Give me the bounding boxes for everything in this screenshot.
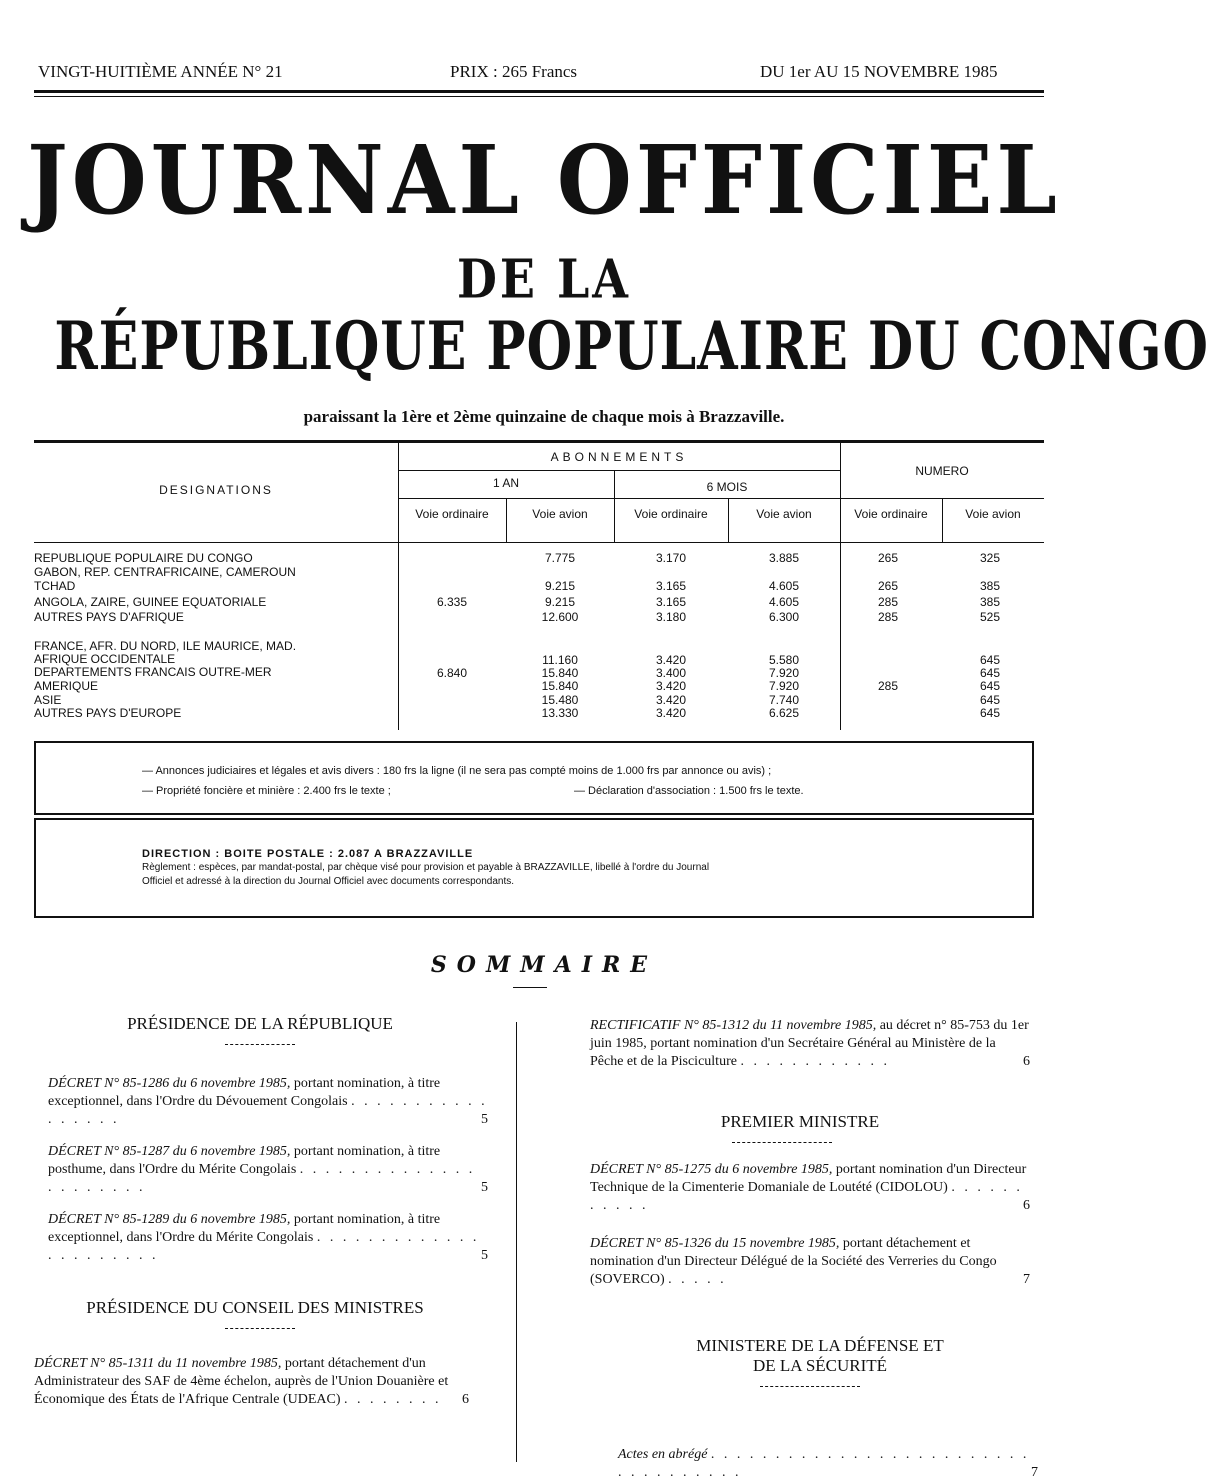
entry-page: 6 (1023, 1198, 1030, 1213)
entry-ref: DÉCRET N° 85-1275 du 6 novembre 1985, (590, 1162, 833, 1177)
cell: 3.400 (655, 666, 687, 680)
section-presidence-conseil: PRÉSIDENCE DU CONSEIL DES MINISTRES (86, 1298, 424, 1317)
column-divider (516, 1022, 517, 1462)
row-label-gabon: GABON, REP. CENTRAFRICAINE, CAMEROUN (34, 565, 296, 579)
entry-text: portant nomination d'un Directeur Technique de la Cimenterie Domaniale de Loutété (CIDOLOU) (590, 1162, 1027, 1195)
cell: 645 (979, 679, 1001, 693)
entry-text: au décret n° 85-753 du 1er juin 1985, portant nomination d'un Secrétaire Général au Ministère de la Pêche et de la Pisciculture (590, 1018, 1029, 1069)
cell: 385 (979, 579, 1001, 593)
entry-page: 6 (1023, 1054, 1030, 1069)
entry-ref: Actes en abrégé (618, 1447, 708, 1462)
row-label-autres-afrique: AUTRES PAYS D'AFRIQUE (34, 610, 184, 624)
cell: 645 (979, 706, 1001, 720)
entry-ref: DÉCRET N° 85-1289 du 6 novembre 1985, (48, 1212, 291, 1227)
row-label-tchad: TCHAD (34, 579, 76, 593)
cell: 645 (979, 653, 1001, 667)
cell: 285 (877, 610, 899, 624)
rates-note-property: — Propriété foncière et minière : 2.400 frs le texte ; (142, 785, 391, 797)
cell: 12.600 (541, 610, 579, 624)
entry-ref: DÉCRET N° 85-1326 du 15 novembre 1985, (590, 1236, 840, 1251)
sommaire-entry (48, 1143, 488, 1197)
row-label-asie: ASIE (34, 693, 62, 707)
subscription-table (34, 440, 1044, 730)
entry-text: portant nomination, à titre posthume, dans l'Ordre du Mérite Congolais (48, 1144, 441, 1177)
payment-rules-line2: Officiel et adressé à la direction du Journal Officiel avec documents correspondants. (142, 876, 515, 887)
row-label-afrique-occ: AFRIQUE OCCIDENTALE (34, 652, 176, 666)
sommaire-entry (34, 1355, 469, 1409)
price: PRIX : 265 Francs (450, 62, 578, 81)
cell: 3.170 (655, 551, 687, 565)
six-months-header: 6 MOIS (706, 480, 748, 494)
entry-text: portant détachement d'un Administrateur des SAF de 4ème échelon, auprès de l'Union Douanière et Économique des États de l'Afrique Centrale (UDEAC) (34, 1356, 449, 1407)
cell: 3.420 (655, 679, 687, 693)
group1-an-ordinaire: 6.335 (436, 595, 468, 609)
cell: 645 (979, 693, 1001, 707)
publication-frequency: paraissant la 1ère et 2ème quinzaine de chaque mois à Brazzaville. (303, 407, 785, 426)
cell: 325 (979, 551, 1001, 565)
cell: 3.180 (655, 610, 687, 624)
dot-leader: . . . . . . . . . . . . . . . . . (48, 1094, 488, 1127)
cell: 15.480 (541, 693, 579, 707)
entry-page: 6 (462, 1392, 469, 1407)
direction-box (34, 818, 1034, 918)
entry-ref: RECTIFICATIF N° 85-1312 du 11 novembre 1985, (590, 1018, 877, 1033)
issue-period: DU 1er AU 15 NOVEMBRE 1985 (760, 62, 998, 81)
divider (732, 1142, 832, 1143)
divider (225, 1044, 295, 1045)
divider (225, 1328, 295, 1329)
header-rule (34, 90, 1044, 93)
sommaire-entry (48, 1075, 488, 1129)
dot-leader: . . . . . (668, 1272, 727, 1287)
cell: 7.740 (768, 693, 800, 707)
entry-page: 5 (481, 1180, 488, 1195)
section-premier-ministre: PREMIER MINISTRE (720, 1112, 880, 1131)
entry-text: portant nomination, à titre exceptionnel, dans l'Ordre du Mérite Congolais (48, 1212, 441, 1245)
section-defense-line1: MINISTERE DE LA DÉFENSE ET (696, 1336, 944, 1355)
header-rule-thin (34, 96, 1044, 97)
entry-ref: DÉCRET N° 85-1287 du 6 novembre 1985, (48, 1144, 291, 1159)
cell: 3.420 (655, 706, 687, 720)
journal-title-de-la: DE LA (456, 247, 631, 311)
row-label-congo: REPUBLIQUE POPULAIRE DU CONGO (34, 551, 253, 565)
dot-leader: . . . . . . . . . . . . . . . . . . . . . . (48, 1230, 480, 1263)
dot-leader: . . . . . . . . . . . . . . . . . . . . . . . . . . . . . . . . . . . (618, 1447, 1030, 1480)
numero-header: NUMERO (915, 464, 969, 478)
sommaire-entry (590, 1017, 1030, 1071)
cell: 3.420 (655, 693, 687, 707)
cell: 7.920 (768, 666, 800, 680)
row-label-europe: AUTRES PAYS D'EUROPE (34, 706, 182, 720)
section-defense-line2: DE LA SÉCURITÉ (752, 1356, 888, 1375)
col-an-ordinaire: Voie ordinaire (415, 507, 489, 521)
entry-ref: DÉCRET N° 85-1311 du 11 novembre 1985, (34, 1356, 282, 1371)
journal-title: JOURNAL OFFICIEL (27, 124, 1061, 237)
payment-rules-line1: Règlement : espèces, par mandat-postal, par chèque visé pour provision et payable à BRAZZAVILLE, libellé à l'ordre du Journal (142, 862, 710, 873)
row-label-amerique: AMERIQUE (34, 679, 99, 693)
cell: 265 (877, 551, 899, 565)
col-mois-ordinaire: Voie ordinaire (634, 507, 708, 521)
dot-leader: . . . . . . . . (344, 1392, 442, 1407)
sommaire-title: SOMMAIRE (430, 952, 658, 978)
entry-page: 5 (481, 1248, 488, 1263)
direction-address: DIRECTION : BOITE POSTALE : 2.087 A BRAZZAVILLE (142, 848, 474, 860)
row-label-dom: DEPARTEMENTS FRANCAIS OUTRE-MER (34, 665, 272, 679)
cell: 7.920 (768, 679, 800, 693)
cell: 3.165 (655, 595, 687, 609)
cell: 3.885 (768, 551, 800, 565)
cell: 5.580 (768, 653, 800, 667)
rates-note-association: — Déclaration d'association : 1.500 frs le texte. (574, 785, 804, 797)
cell: 525 (979, 610, 1001, 624)
abonnements-header: ABONNEMENTS (550, 450, 688, 464)
sommaire-entry (590, 1161, 1030, 1215)
row-label-angola: ANGOLA, ZAIRE, GUINEE EQUATORIALE (34, 595, 267, 609)
col-num-avion: Voie avion (965, 507, 1021, 521)
cell: 3.420 (655, 653, 687, 667)
cell: 7.775 (544, 551, 576, 565)
entry-ref: DÉCRET N° 85-1286 du 6 novembre 1985, (48, 1076, 291, 1091)
entry-page: 7 (1031, 1465, 1038, 1480)
entry-page: 7 (1023, 1272, 1030, 1287)
cell: 11.160 (542, 653, 578, 667)
edition-number: VINGT-HUITIÈME ANNÉE N° 21 (38, 62, 283, 81)
group2-num-ordinaire: 285 (877, 679, 899, 693)
journal-title-country: RÉPUBLIQUE POPULAIRE DU CONGO (54, 306, 1209, 386)
designations-header: DESIGNATIONS (159, 483, 273, 497)
one-year-header: 1 AN (492, 476, 519, 490)
sommaire-entry (618, 1446, 1038, 1482)
col-mois-avion: Voie avion (756, 507, 812, 521)
cell: 4.605 (768, 595, 800, 609)
sommaire-entry (48, 1211, 488, 1265)
entry-text: portant nomination, à titre exceptionnel, dans l'Ordre du Dévouement Congolais (48, 1076, 441, 1109)
section-presidence-republique: PRÉSIDENCE DE LA RÉPUBLIQUE (127, 1014, 393, 1033)
cell: 285 (877, 595, 899, 609)
entry-page: 5 (481, 1112, 488, 1127)
dot-leader: . . . . . . . . . . . . (740, 1054, 890, 1069)
cell: 3.165 (655, 579, 687, 593)
cell: 15.840 (541, 666, 579, 680)
cell: 9.215 (544, 579, 576, 593)
cell: 645 (979, 666, 1001, 680)
entry-text: portant détachement et nomination d'un Directeur Délégué de la Société des Verreries du Congo (SOVERCO) (590, 1236, 997, 1287)
sommaire-underline (513, 987, 547, 988)
dot-leader: . . . . . . . . . . . (590, 1180, 1023, 1213)
row-label-france: FRANCE, AFR. DU NORD, ILE MAURICE, MAD. (34, 639, 297, 653)
cell: 4.605 (768, 579, 800, 593)
cell: 9.215 (544, 595, 576, 609)
col-num-ordinaire: Voie ordinaire (854, 507, 928, 521)
cell: 385 (979, 595, 1001, 609)
group2-an-ordinaire: 6.840 (436, 666, 468, 680)
dot-leader: . . . . . . . . . . . . . . . . . . . . . . (48, 1162, 476, 1195)
cell: 265 (877, 579, 899, 593)
divider (760, 1386, 860, 1387)
cell: 13.330 (541, 706, 579, 720)
cell: 15.840 (541, 679, 579, 693)
rates-notes-box (34, 741, 1034, 815)
cell: 6.625 (768, 706, 800, 720)
col-an-avion: Voie avion (532, 507, 588, 521)
rates-note-announcements: — Annonces judiciaires et légales et avis divers : 180 frs la ligne (il ne sera pas compté moins de 1.000 frs par annonce ou avis) ; (142, 765, 772, 777)
cell: 6.300 (768, 610, 800, 624)
sommaire-entry (590, 1235, 1030, 1289)
